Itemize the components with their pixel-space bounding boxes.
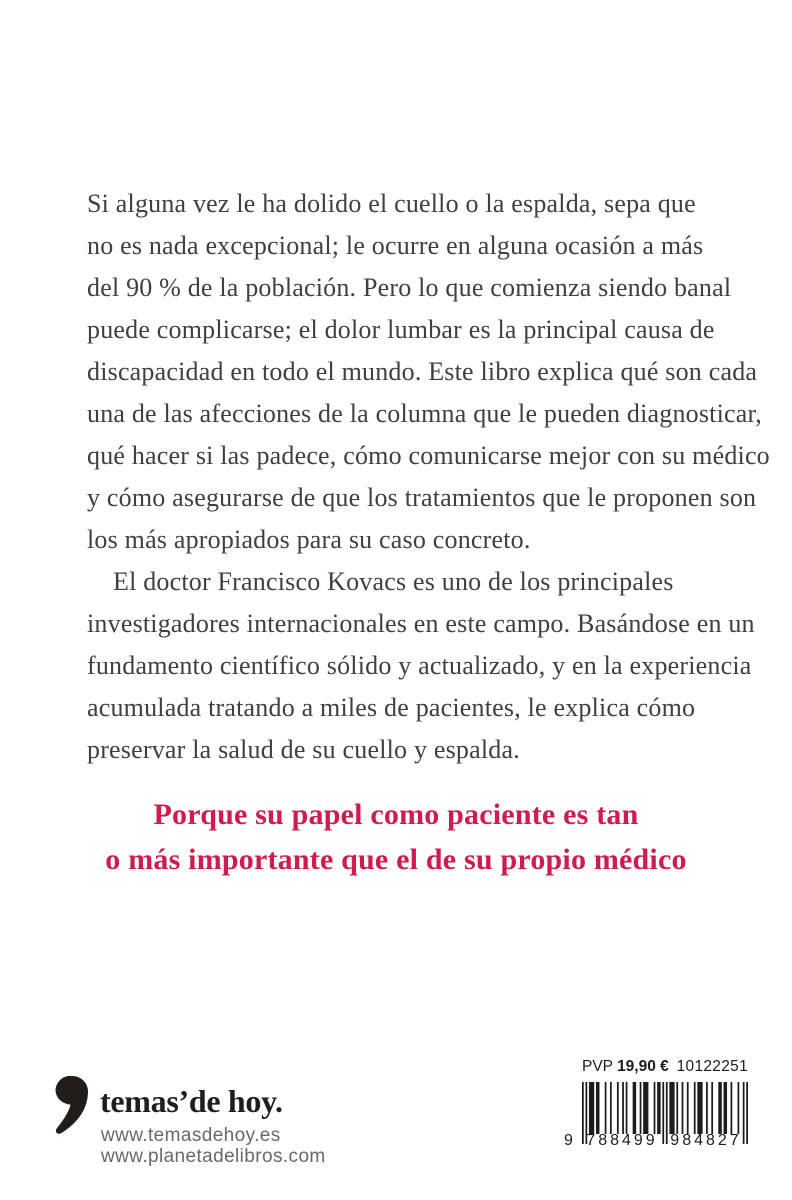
synopsis-line: puede complicarse; el dolor lumbar es la principal causa de xyxy=(87,315,715,344)
synopsis-line: qué hacer si las padece, cómo comunicarse mejor con su médico xyxy=(87,441,770,470)
price-amount: 19,90 € xyxy=(617,1058,669,1075)
synopsis-line: acumulada tratando a miles de pacientes, le explica cómo xyxy=(87,693,696,722)
tagline xyxy=(0,792,792,882)
barcode-digits xyxy=(564,1132,748,1150)
website-planetadelibros: www.planetadelibros.com xyxy=(101,1146,326,1167)
price xyxy=(582,1058,669,1076)
synopsis-line: Si alguna vez le ha dolido el cuello o la espalda, sepa que xyxy=(87,189,696,218)
barcode-digit-group: 9 xyxy=(564,1132,573,1149)
synopsis-line: y cómo asegurarse de que los tratamientos que le proponen son xyxy=(87,483,757,512)
synopsis-line: El doctor Francisco Kovacs es uno de los principales xyxy=(113,567,674,596)
barcode-digit-group: 984827 xyxy=(670,1132,742,1149)
publisher-websites xyxy=(101,1125,326,1167)
synopsis-line: no es nada excepcional; le ocurre en alguna ocasión a más xyxy=(87,231,704,260)
synopsis-line: una de las afecciones de la columna que le pueden diagnosticar, xyxy=(87,399,763,428)
website-temasdehoy: www.temasdehoy.es xyxy=(101,1125,281,1146)
comma-logo-icon xyxy=(52,1076,89,1134)
price-label: PVP xyxy=(582,1058,613,1075)
synopsis-line: fundamento científico sólido y actualizado, y en la experiencia xyxy=(87,651,752,680)
tagline-line: Porque su papel como paciente es tan xyxy=(153,798,639,831)
publisher-logo-text: temas’de hoy. xyxy=(100,1083,283,1119)
synopsis-line: discapacidad en todo el mundo. Este libro explica qué son cada xyxy=(87,357,758,386)
synopsis xyxy=(87,183,770,771)
synopsis-line: del 90 % de la población. Pero lo que comienza siendo banal xyxy=(87,273,732,302)
synopsis-line: los más apropiados para su caso concreto. xyxy=(87,525,531,554)
barcode xyxy=(564,1082,748,1152)
barcode-digit-group: 788499 xyxy=(586,1132,658,1149)
tagline-line: o más importante que el de su propio médico xyxy=(105,843,687,876)
synopsis-line: investigadores internacionales en este campo. Basándose en un xyxy=(87,609,755,638)
synopsis-line: preservar la salud de su cuello y espalda. xyxy=(87,735,520,764)
product-code: 10122251 xyxy=(676,1058,748,1075)
price-row xyxy=(582,1058,748,1076)
